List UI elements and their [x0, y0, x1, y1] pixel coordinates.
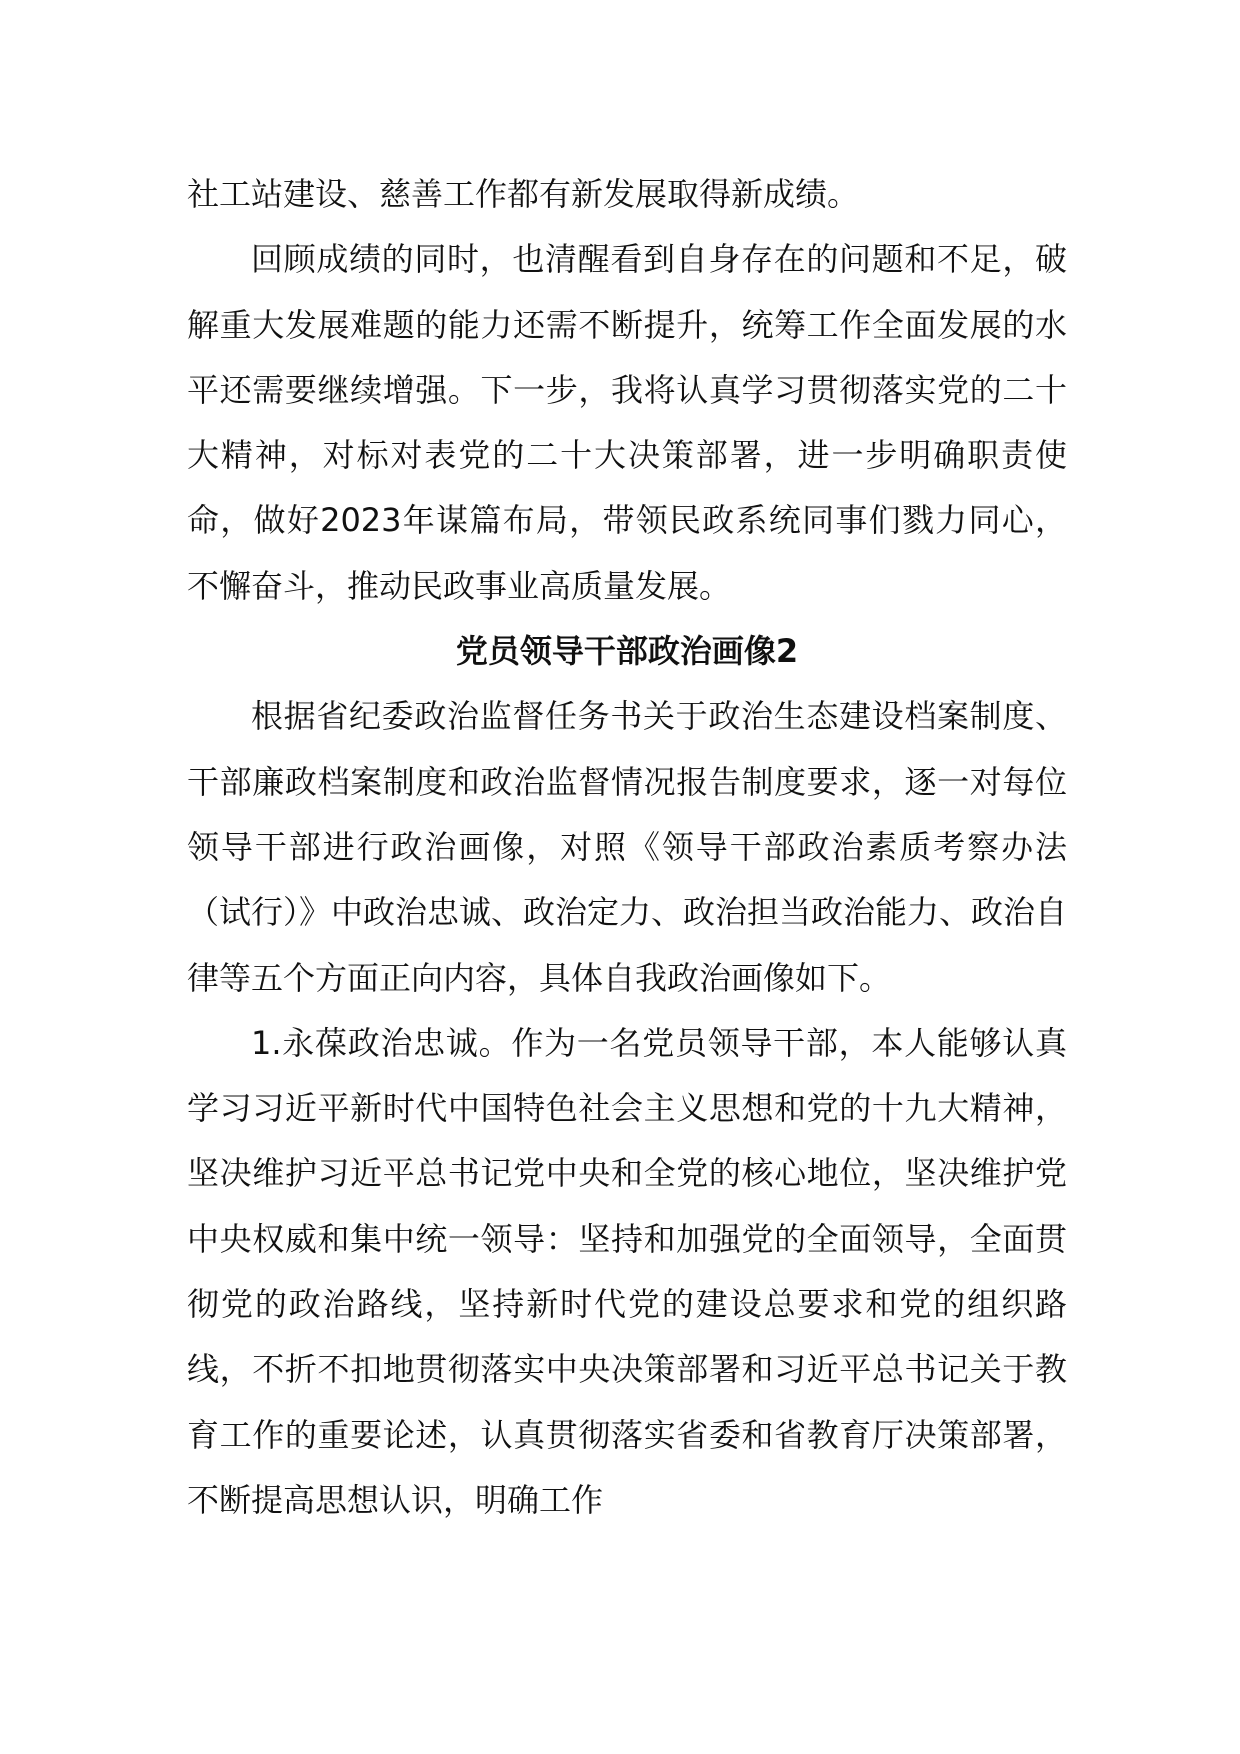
paragraph-intro: 根据省纪委政治监督任务书关于政治生态建设档案制度、干部廉政档案制度和政治监督情况报告制度要求，逐一对每位领导干部进行政治画像，对照《领导干部政治素质考察办法（试行）》中政治忠诚、政治定力、政治担当政治能力、政治自律等五个方面正向内容，具体自我政治画像如下。	[187, 697, 1068, 997]
paragraph-loyalty: 1.永葆政治忠诚。作为一名党员领导干部，本人能够认真学习习近平新时代中国特色社会主义思想和党的十九大精神，坚决维护习近平总书记党中央和全党的核心地位，坚决维护党中央权威和集中统一领导：坚持和加强党的全面领导，全面贯彻党的政治路线，坚持新时代党的建设总要求和党的组织路线，不折不扣地贯彻落实中央决策部署和习近平总书记关于教育工作的重要论述，认真贯彻落实省委和省教育厅决策部署，不断提高思想认识，明确工作	[187, 1023, 1067, 1519]
paragraph-review: 回顾成绩的同时，也清醒看到自身存在的问题和不足，破解重大发展难题的能力还需不断提升，统筹工作全面发展的水平还需要继续增强。下一步，我将认真学习贯彻落实党的二十大精神，对标对表党的二十大决策部署，进一步明确职责使命，做好2023年谋篇布局，带领民政系统同事们戮力同心，不懈奋斗，推动民政事业高质量发展。	[187, 240, 1067, 605]
paragraph-continuation: 社工站建设、慈善工作都有新发展取得新成绩。	[187, 175, 860, 213]
section-title: 党员领导干部政治画像2	[455, 632, 799, 671]
document-page	[187, 162, 1067, 1533]
